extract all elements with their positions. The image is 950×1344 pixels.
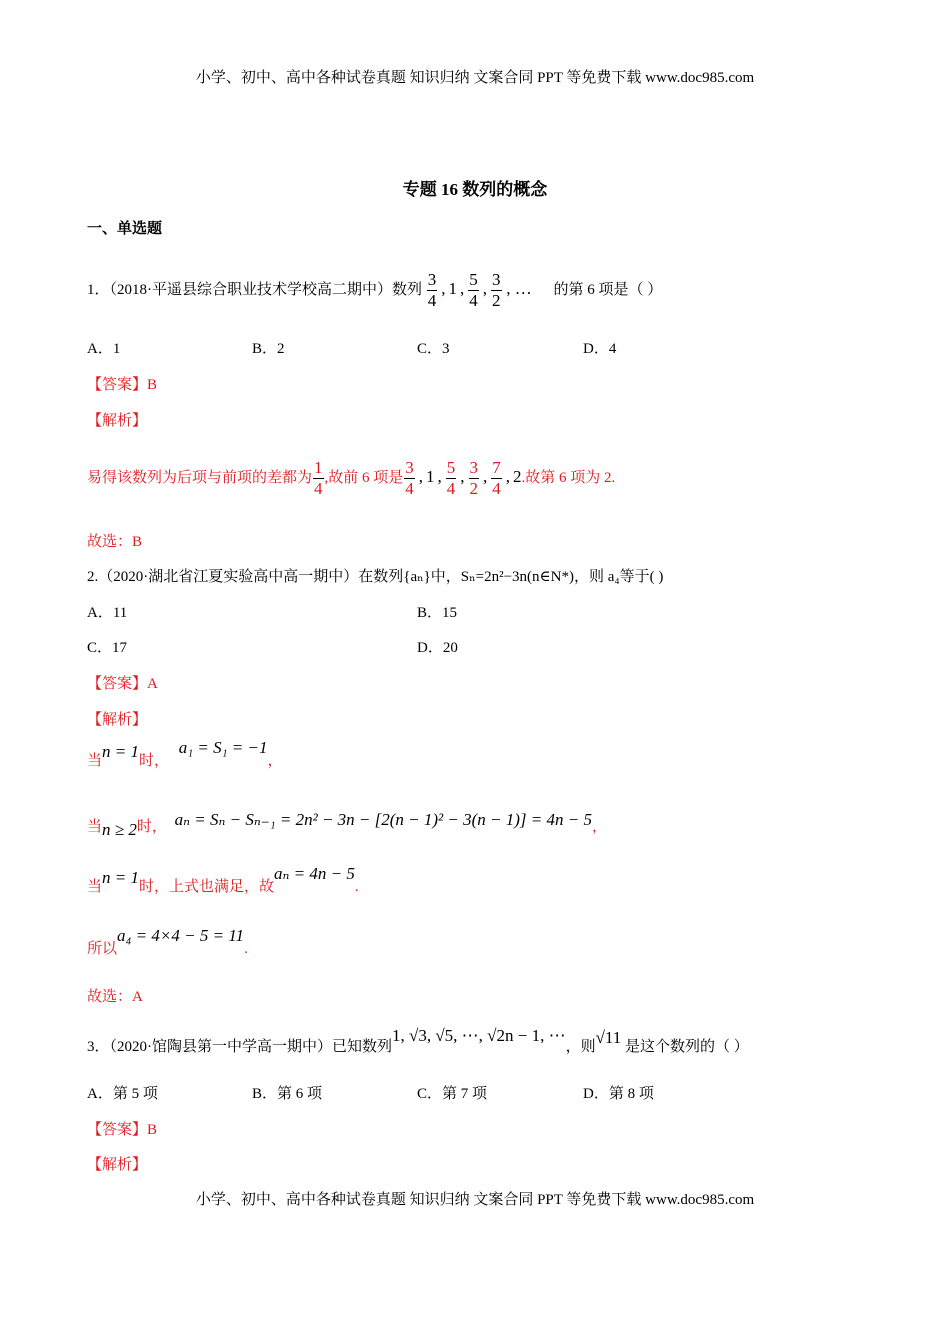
page-title: 专题 16 数列的概念 xyxy=(402,180,548,199)
page-footer: 小学、初中、高中各种试卷真题 知识归纳 文案合同 PPT 等免费下载 www.doc985.com xyxy=(195,1192,755,1208)
analysis-label: 【解析】 xyxy=(87,413,148,429)
option-a[interactable]: A．第 5 项 xyxy=(87,1086,158,1102)
analysis-label: 【解析】 xyxy=(87,1157,148,1173)
fraction: $\frac{3}{4}$ xyxy=(405,458,414,499)
option-b[interactable]: B．15 xyxy=(417,605,458,621)
separator: , xyxy=(482,279,487,298)
option-c[interactable]: C．17 xyxy=(87,640,128,656)
fraction: $\frac{7}{4}$ xyxy=(492,458,501,499)
separator: , xyxy=(441,279,446,298)
choice: 故选：A xyxy=(87,989,143,1005)
fraction: $\frac{1}{4}$ xyxy=(314,458,323,499)
option-d[interactable]: D．20 xyxy=(417,640,458,656)
question-stem: 1．（2018·平遥县综合职业技术学校高二期中）数列 xyxy=(87,282,422,298)
solution-line-2: 当n ≥ 2时， aₙ = Sₙ − Sₙ₋₁ = 2n² − 3n − [2(n − 1)² − 3(n − 1)] = 4n − 5， xyxy=(87,810,607,839)
separator: , xyxy=(460,467,465,486)
option-d[interactable]: D．第 8 项 xyxy=(583,1086,654,1102)
question-1 xyxy=(87,258,662,321)
section-heading: 一、单选题 xyxy=(87,221,163,237)
page-header: 小学、初中、高中各种试卷真题 知识归纳 文案合同 PPT 等免费下载 www.doc985.com xyxy=(195,70,755,86)
separator: , xyxy=(483,467,488,486)
separator: , xyxy=(437,467,442,486)
fraction: $\frac{3}{2}$ xyxy=(469,458,479,499)
separator: , xyxy=(460,279,465,298)
question-suffix: 是这个数列的（ ） xyxy=(625,1039,749,1055)
answer: 【答案】B xyxy=(87,1122,158,1138)
option-a[interactable]: A．1 xyxy=(87,341,121,357)
explanation-text: 易得该数列为后项与前项的差都为 xyxy=(87,470,313,486)
option-b[interactable]: B．第 6 项 xyxy=(252,1086,323,1102)
analysis-label: 【解析】 xyxy=(87,712,148,728)
solution-line-1: 当n = 1时， a₁ = S₁ = −1， xyxy=(87,738,283,769)
sequence-expression: 1, √3, √5, ⋯, √2n − 1, ⋯ xyxy=(392,1026,566,1045)
target-value: √11 xyxy=(595,1028,622,1047)
option-d[interactable]: D．4 xyxy=(583,341,617,357)
solution-line-4: 所以a₄ = 4×4 − 5 = 11. xyxy=(87,926,248,957)
solution-line-3: 当n = 1时，上式也满足，故aₙ = 4n − 5. xyxy=(87,864,359,895)
term: 1 xyxy=(426,467,435,486)
answer: 【答案】A xyxy=(87,676,158,692)
fraction: $\frac{3}{4}$ xyxy=(427,270,437,311)
choice: 故选：B xyxy=(87,534,143,550)
option-a[interactable]: A．11 xyxy=(87,605,128,621)
question-2: 2.（2020·湖北省江夏实验高中高一期中）在数列{aₙ}中，Sₙ=2n²−3n(n∈N*)，则 a₄等于( ) xyxy=(87,569,664,585)
sequence-expression xyxy=(426,270,503,311)
ellipsis: , … xyxy=(506,279,532,298)
explanation xyxy=(87,446,615,509)
question-3 xyxy=(87,1026,749,1057)
explanation-text: ,故前 6 项是 xyxy=(324,470,404,486)
option-c[interactable]: C．3 xyxy=(417,341,450,357)
answer: 【答案】B xyxy=(87,377,158,393)
fraction: $\frac{3}{2}$ xyxy=(492,270,501,311)
option-b[interactable]: B．2 xyxy=(252,341,285,357)
question-stem: 3．（2020·馆陶县第一中学高一期中）已知数列 xyxy=(87,1039,392,1055)
separator: , xyxy=(418,467,424,486)
explanation-text: .故第 6 项为 2. xyxy=(521,470,616,486)
option-c[interactable]: C．第 7 项 xyxy=(417,1086,488,1102)
fraction: $\frac{5}{4}$ xyxy=(469,270,478,311)
terms-expression xyxy=(403,458,522,499)
fraction: $\frac{5}{4}$ xyxy=(446,458,456,499)
term: 2 xyxy=(513,467,522,486)
question-text: ，则 xyxy=(565,1039,596,1055)
separator: , xyxy=(505,467,511,486)
question-suffix: 的第 6 项是（ ） xyxy=(553,282,663,298)
term: 1 xyxy=(448,279,457,298)
